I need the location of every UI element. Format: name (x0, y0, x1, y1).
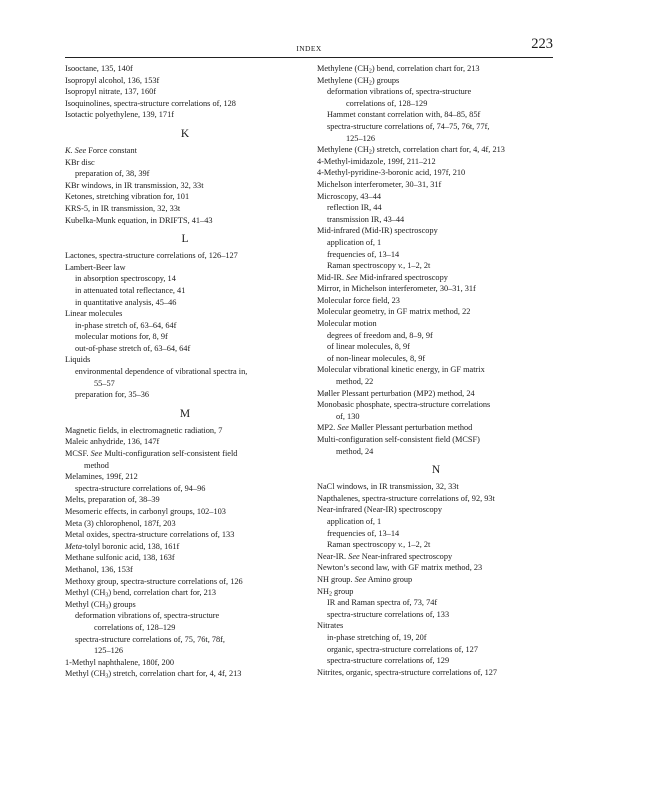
index-entry: Methanol, 136, 153f (65, 564, 133, 574)
index-entry: KBr disc (65, 157, 95, 167)
index-subentry: Raman spectroscopy v., 1–2, 2t (327, 540, 431, 550)
index-entry: MCSF. See Multi-configuration self-consistent field (65, 449, 238, 459)
index-entry: Mesomeric effects, in carbonyl groups, 102–103 (65, 507, 226, 516)
index-entry: Methane sulfonic acid, 138, 163f (65, 553, 175, 563)
index-subentry: method (84, 460, 109, 470)
index-entry: 4-Methyl-imidazole, 199f, 211–212 (317, 156, 436, 166)
index-entry: $NH_2$ group (317, 586, 354, 598)
index-subentry: correlations of, 128–129 (346, 98, 428, 108)
index-subentry: in quantitative analysis, 45–46 (75, 297, 177, 307)
index-subentry: spectra-structure correlations of, 74–75, 76t, 77f, (327, 121, 490, 131)
index-subentry: method, 22 (336, 377, 374, 387)
index-letter-heading: M (179, 407, 191, 420)
index-subentry: spectra-structure correlations of, 133 (327, 609, 450, 619)
index-subentry: spectra-structure correlations of, 94–96 (75, 483, 206, 493)
index-subentry: reflection IR, 44 (327, 203, 382, 213)
index-subentry: frequencies of, 13–14 (327, 528, 400, 538)
index-entry: Molecular motion (317, 319, 377, 329)
index-subentry: spectra-structure correlations of, 129 (327, 656, 450, 666)
index-letter-heading: L (181, 233, 189, 246)
index-entry: MP2. See Møller Plessant perturbation method (317, 423, 473, 433)
index-entry: KRS-5, in IR transmission, 32, 33t (65, 203, 181, 213)
index-entry: KBr windows, in IR transmission, 32, 33t (65, 180, 204, 190)
index-entry: Methyl $(CH_3)$ stretch, correlation chart for, 4, 4f, 213 (65, 669, 242, 680)
index-entry: Mirror, in Michelson interferometer, 30–31, 31f (317, 284, 476, 294)
index-subentry: Hammet constant correlation with, 84–85, 85f (327, 110, 481, 120)
index-subentry: organic, spectra-structure correlations of, 127 (327, 644, 478, 654)
index-subentry: 125–126 (94, 646, 124, 656)
index-entry: Methylene $(CH_2)$ groups (317, 75, 400, 87)
index-subentry: application of, 1 (327, 516, 382, 526)
index-entry: Meta (3) chlorophenol, 187f, 203 (65, 518, 176, 528)
index-entry: Nitrates (317, 621, 344, 631)
index-entry: Liquids (65, 355, 91, 365)
index-subentry: method, 24 (336, 446, 374, 456)
index-entry: Mid-IR. See Mid-infrared spectroscopy (317, 272, 448, 282)
page-header (65, 36, 553, 56)
index-subentry: 55–57 (94, 378, 115, 388)
index-letter-heading: N (431, 464, 441, 477)
index-subentry: of linear molecules, 8, 9f (327, 342, 410, 352)
index-entry: Multi-configuration self-consistent field (MCSF) (317, 435, 480, 444)
index-entry: Melamines, 199f, 212 (65, 472, 138, 482)
index-entry: Møller Plessant perturbation (MP2) method, 24 (317, 388, 475, 398)
index-entry: Magnetic fields, in electromagnetic radiation, 7 (65, 425, 223, 435)
index-subentry: Raman spectroscopy v., 1–2, 2t (327, 261, 431, 271)
index-entry: NaCl windows, in IR transmission, 32, 33t (317, 482, 459, 492)
index-entry: Kubelka-Munk equation, in DRIFTS, 41–43 (65, 215, 213, 225)
index-entry: Isotactic polyethylene, 139, 171f (65, 110, 174, 120)
index-entry: 1-Methyl naphthalene, 180f, 200 (65, 657, 174, 667)
index-subentry: correlations of, 128–129 (94, 622, 176, 632)
page-number: 223 (531, 36, 553, 52)
index-subentry: application of, 1 (327, 237, 382, 247)
index-entry: Michelson interferometer, 30–31, 31f (317, 179, 442, 189)
index-subentry: in-phase stretching of, 19, 20f (327, 632, 427, 642)
index-subentry: out-of-phase stretch of, 63–64, 64f (75, 343, 191, 353)
index-entry: Mid-infrared (Mid-IR) spectroscopy (317, 226, 438, 236)
index-subentry: preparation for, 35–36 (75, 390, 150, 400)
index-entry: Melts, preparation of, 38–39 (65, 495, 160, 505)
index-entry: Ketones, stretching vibration for, 101 (65, 192, 190, 202)
index-subentry: spectra-structure correlations of, 75, 76t, 78f, (75, 634, 225, 644)
index-subentry: frequencies of, 13–14 (327, 249, 400, 259)
index-subentry: in absorption spectroscopy, 14 (75, 274, 176, 284)
index-subentry: environmental dependence of vibrational spectra in, (75, 367, 248, 377)
index-subentry: deformation vibrations of, spectra-structure (75, 611, 220, 621)
index-entry: Meta-tolyl boronic acid, 138, 161f (65, 541, 180, 551)
index-entry: Maleic anhydride, 136, 147f (65, 437, 160, 447)
index-entry: Isoquinolines, spectra-structure correlations of, 128 (65, 98, 236, 108)
index-subentry: preparation of, 38, 39f (75, 169, 150, 179)
index-entry: Methoxy group, spectra-structure correlations of, 126 (65, 576, 243, 586)
index-entry: Isooctane, 135, 140f (65, 64, 133, 73)
index-entry: Near-infrared (Near-IR) spectroscopy (317, 505, 442, 515)
index-entry: Metal oxides, spectra-structure correlations of, 133 (65, 530, 235, 540)
index-entry: Isopropyl alcohol, 136, 153f (65, 75, 160, 85)
index-entry: Newton’s second law, with GF matrix method, 23 (317, 563, 483, 573)
index-letter-heading: K (180, 127, 190, 140)
index-entry: Linear molecules (65, 309, 123, 319)
index-column-left (65, 63, 305, 680)
index-entry: 4-Methyl-pyridine-3-boronic acid, 197f, 210 (317, 168, 466, 178)
index-entry: Molecular geometry, in GF matrix method, 22 (317, 307, 471, 317)
index-subentry: 125–126 (346, 133, 376, 143)
index-subentry: transmission IR, 43–44 (327, 214, 405, 224)
index-subentry: in-phase stretch of, 63–64, 64f (75, 320, 177, 330)
index-entry: Microscopy, 43–44 (317, 191, 381, 201)
index-entry: Napthalenes, spectra-structure correlations of, 92, 93t (317, 493, 495, 503)
running-head: INDEX (296, 44, 322, 53)
index-subentry: degrees of freedom and, 8–9, 9f (327, 330, 433, 340)
index-subentry: of, 130 (336, 411, 360, 421)
index-entry: Molecular force field, 23 (317, 295, 400, 305)
index-column-right (317, 63, 555, 678)
index-entry: Isopropyl nitrate, 137, 160f (65, 87, 157, 97)
index-entry: Methyl $(CH_3)$ groups (65, 599, 136, 611)
index-entry: NH group. See Amino group (317, 574, 413, 584)
index-entry: Monobasic phosphate, spectra-structure correlations (317, 400, 491, 410)
index-entry: Nitrites, organic, spectra-structure correlations of, 127 (317, 667, 498, 677)
header-rule (65, 57, 553, 58)
index-subentry: deformation vibrations of, spectra-structure (327, 87, 472, 97)
index-entry: Methyl $(CH_3)$ bend, correlation chart for, 213 (65, 588, 217, 599)
index-entry: Methylene $(CH_2)$ stretch, correlation chart for, 4, 4f, 213 (317, 145, 505, 156)
index-subentry: IR and Raman spectra of, 73, 74f (327, 598, 438, 608)
index-entry: Lambert-Beer law (65, 262, 126, 272)
index-subentry: of non-linear molecules, 8, 9f (327, 353, 426, 363)
index-entry: Near-IR. See Near-infrared spectroscopy (317, 551, 453, 561)
index-entry: Lactones, spectra-structure correlations of, 126–127 (65, 251, 238, 261)
index-entry: Molecular vibrational kinetic energy, in GF matrix (317, 365, 485, 375)
index-subentry: in attenuated total reflectance, 41 (75, 285, 186, 295)
index-entry: Methylene $(CH_2)$ bend, correlation chart for, 213 (317, 64, 480, 75)
index-subentry: molecular motions for, 8, 9f (75, 332, 168, 342)
index-entry: K. See Force constant (65, 145, 137, 155)
